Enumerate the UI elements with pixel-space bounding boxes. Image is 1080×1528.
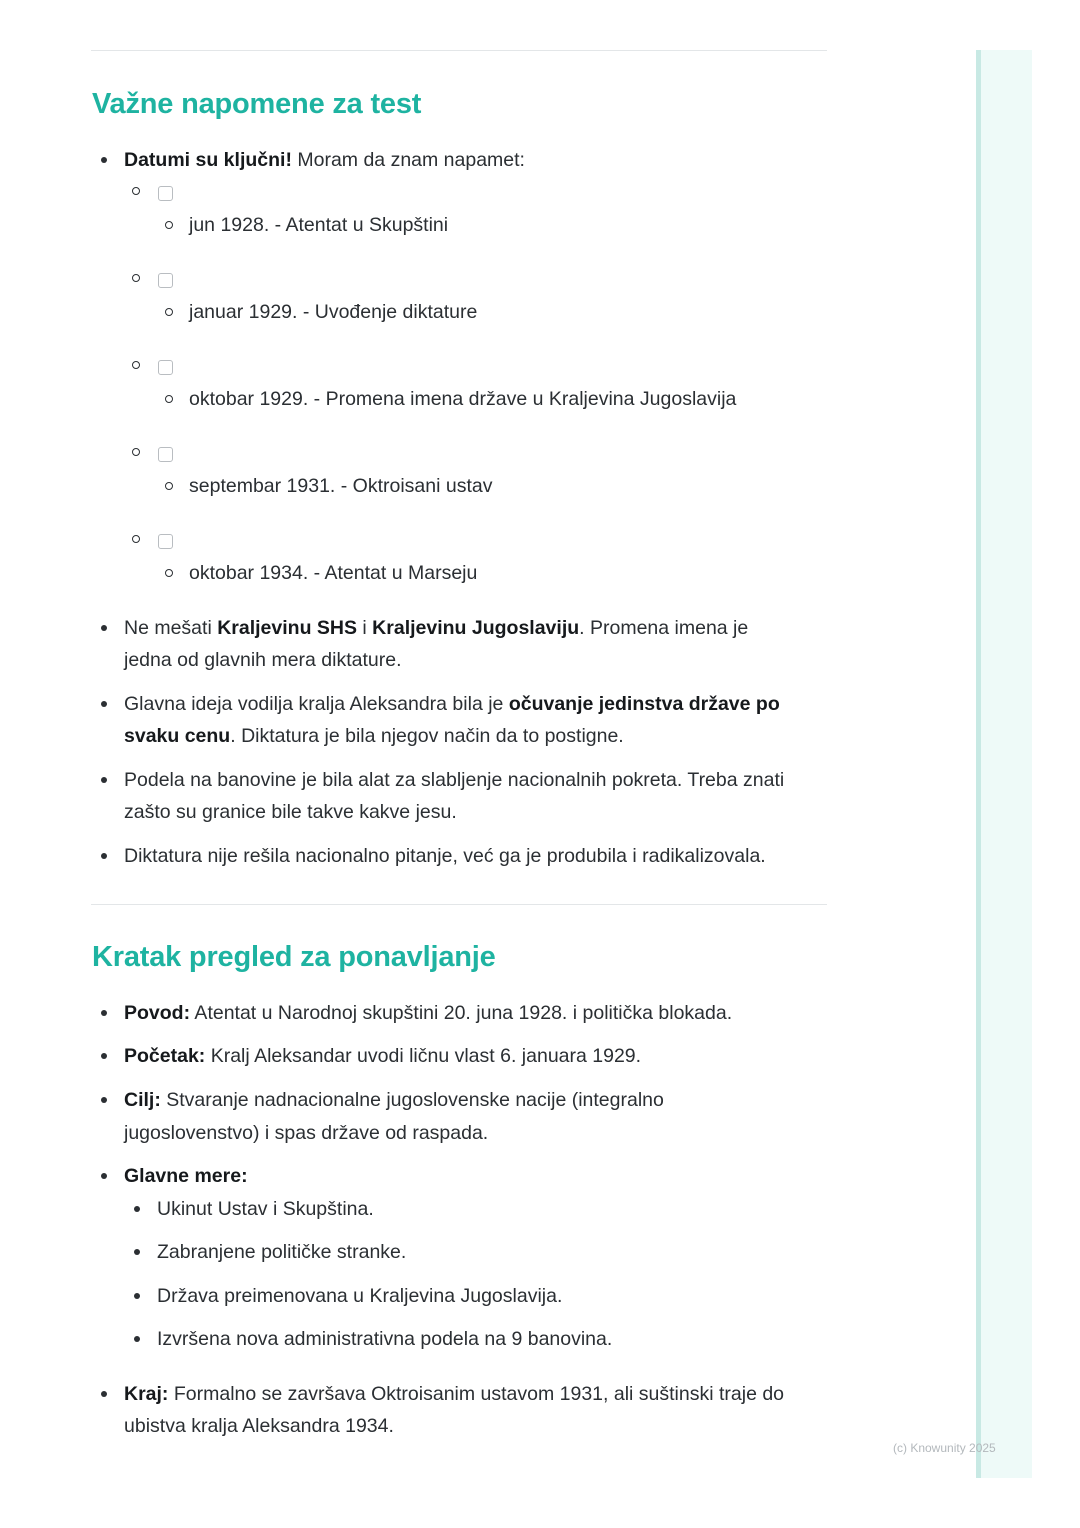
list-item-kingdom-names: Ne mešati Kraljevinu SHS i Kraljevinu Jugoslaviju. Promena imena je <box>124 617 749 639</box>
bullet-icon <box>101 625 107 631</box>
bullet-icon <box>101 1010 107 1016</box>
date-item: oktobar 1934. - Atentat u Marseju <box>189 562 478 584</box>
list-item-banovine: Podela na banovine je bila alat za slabljenje nacionalnih pokreta. Treba znati <box>124 769 785 791</box>
mere-item: Ukinut Ustav i Skupština. <box>157 1198 374 1220</box>
mere-item: Država preimenovana u Kraljevina Jugoslavija. <box>157 1285 563 1307</box>
mere-item: Izvršena nova administrativna podela na 9 banovina. <box>157 1328 613 1350</box>
mere-item: Zabranjene političke stranke. <box>157 1241 407 1263</box>
sub-bullet-icon <box>132 187 140 195</box>
bullet-icon <box>101 853 107 859</box>
date-item: oktobar 1929. - Promena imena države u Kraljevina Jugoslavija <box>189 388 737 410</box>
task-checkbox[interactable] <box>158 273 173 288</box>
list-item-kraj: Kraj: Formalno se završava Oktroisanim ustavom 1931, ali suštinski traje do <box>124 1383 785 1405</box>
task-checkbox[interactable] <box>158 447 173 462</box>
task-checkbox[interactable] <box>158 360 173 375</box>
sub-bullet-icon <box>134 1293 140 1299</box>
side-panel <box>976 50 1032 1478</box>
list-item-cilj: Cilj: Stvaranje nadnacionalne jugoslovenske nacije (integralno <box>124 1089 664 1111</box>
watermark: (c) Knowunity 2025 <box>893 1441 996 1455</box>
sub-bullet-icon <box>132 448 140 456</box>
divider-top <box>91 50 827 51</box>
list-item-national-question: Diktatura nije rešila nacionalno pitanje, već ga je produbila i radikalizovala. <box>124 845 766 867</box>
list-item-mere-label: Glavne mere: <box>124 1165 248 1187</box>
bullet-icon <box>101 1173 107 1179</box>
sub-bullet-icon <box>165 395 173 403</box>
date-item: januar 1929. - Uvođenje diktature <box>189 301 478 323</box>
date-item: jun 1928. - Atentat u Skupštini <box>189 214 449 236</box>
bullet-icon <box>101 1391 107 1397</box>
sub-bullet-icon <box>132 274 140 282</box>
list-item-pocetak: Početak: Kralj Aleksandar uvodi ličnu vlast 6. januara 1929. <box>124 1045 642 1067</box>
sub-bullet-icon <box>134 1249 140 1255</box>
sub-bullet-icon <box>165 221 173 229</box>
section-heading-test-notes: Važne napomene za test <box>92 88 422 120</box>
task-checkbox[interactable] <box>158 186 173 201</box>
list-item-dates-intro: Datumi su ključni! Moram da znam napamet: <box>124 149 525 171</box>
bullet-icon <box>101 1053 107 1059</box>
side-panel-border <box>976 50 981 1478</box>
date-item: septembar 1931. - Oktroisani ustav <box>189 475 493 497</box>
sub-bullet-icon <box>165 308 173 316</box>
section-heading-review: Kratak pregled za ponavljanje <box>92 941 496 973</box>
sub-bullet-icon <box>134 1336 140 1342</box>
sub-bullet-icon <box>134 1206 140 1212</box>
sub-bullet-icon <box>132 535 140 543</box>
bullet-icon <box>101 157 107 163</box>
divider-middle <box>91 904 827 905</box>
list-item-main-idea-cont: svaku cenu. Diktatura je bila njegov način da to postigne. <box>124 725 624 747</box>
list-item-povod: Povod: Atentat u Narodnoj skupštini 20. juna 1928. i politička blokada. <box>124 1002 733 1024</box>
list-item-cilj-cont: jugoslovenstvo) i spas države od raspada. <box>124 1122 489 1144</box>
sub-bullet-icon <box>132 361 140 369</box>
list-item-kingdom-names-cont: jedna od glavnih mera diktature. <box>124 649 402 671</box>
list-item-main-idea: Glavna ideja vodilja kralja Aleksandra bila je očuvanje jedinstva države po <box>124 693 780 715</box>
list-item-kraj-cont: ubistva kralja Aleksandra 1934. <box>124 1415 394 1437</box>
bullet-icon <box>101 1097 107 1103</box>
bullet-icon <box>101 701 107 707</box>
list-item-banovine-cont: zašto su granice bile takve kakve jesu. <box>124 801 457 823</box>
task-checkbox[interactable] <box>158 534 173 549</box>
sub-bullet-icon <box>165 482 173 490</box>
sub-bullet-icon <box>165 569 173 577</box>
bullet-icon <box>101 777 107 783</box>
